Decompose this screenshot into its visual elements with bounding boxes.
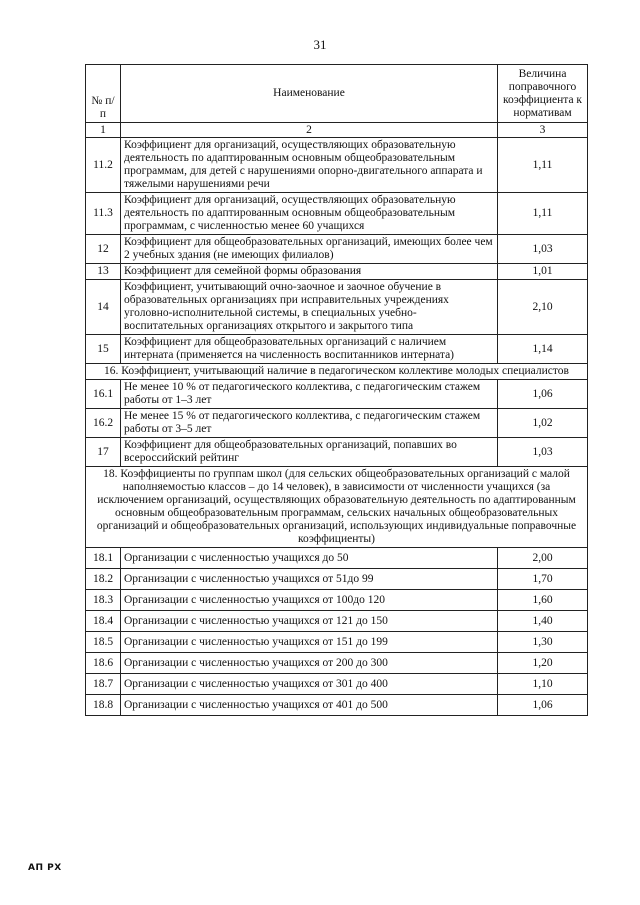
row-number: 15 (86, 335, 121, 364)
row-value: 1,11 (498, 138, 588, 193)
table-row (86, 695, 588, 716)
row-number: 18.5 (86, 632, 121, 653)
table-row (86, 611, 588, 632)
row-name: Не менее 10 % от педагогического коллектива, с педагогическим стажем работы от 1–3 лет (121, 380, 498, 409)
row-number: 12 (86, 235, 121, 264)
footer-mark: АП РХ (28, 863, 62, 873)
row-name: Коэффициент для общеобразовательных организаций, попавших во всероссийский рейтинг (121, 438, 498, 467)
row-value: 1,06 (498, 695, 588, 716)
row-value: 1,02 (498, 409, 588, 438)
table-row (86, 674, 588, 695)
row-number: 18.3 (86, 590, 121, 611)
section-row (86, 467, 588, 548)
table-row (86, 235, 588, 264)
row-number: 18.1 (86, 548, 121, 569)
row-name: Коэффициент для общеобразовательных организаций с наличием интерната (применяется на численность воспитанников интерната) (121, 335, 498, 364)
row-name: Организации с численностью учащихся от 401 до 500 (121, 695, 498, 716)
row-number: 18.2 (86, 569, 121, 590)
row-number: 18.6 (86, 653, 121, 674)
table-row (86, 409, 588, 438)
table-row (86, 548, 588, 569)
row-value: 1,20 (498, 653, 588, 674)
row-number: 18.8 (86, 695, 121, 716)
row-value: 1,70 (498, 569, 588, 590)
table-row (86, 438, 588, 467)
row-number: 18.7 (86, 674, 121, 695)
row-value: 1,03 (498, 235, 588, 264)
row-number: 11.2 (86, 138, 121, 193)
row-name: Организации с численностью учащихся от 301 до 400 (121, 674, 498, 695)
table-row (86, 280, 588, 335)
table-row (86, 380, 588, 409)
row-number: 16.1 (86, 380, 121, 409)
header-num: № п/п (86, 65, 121, 123)
table-row (86, 138, 588, 193)
row-name: Коэффициент для организаций, осуществляющих образовательную деятельность по адаптированным основным общеобразовательным программам, с численностью менее 60 учащихся (121, 193, 498, 235)
coefficients-table (85, 64, 588, 716)
row-value: 1,40 (498, 611, 588, 632)
row-name: Коэффициент для семейной формы образования (121, 264, 498, 280)
section-row (86, 364, 588, 380)
row-value: 2,00 (498, 548, 588, 569)
row-value: 1,03 (498, 438, 588, 467)
table-row (86, 335, 588, 364)
row-name: Организации с численностью учащихся до 50 (121, 548, 498, 569)
row-name: Организации с численностью учащихся от 51до 99 (121, 569, 498, 590)
section-title: 16. Коэффициент, учитывающий наличие в педагогическом коллективе молодых специалистов (86, 364, 588, 380)
row-name: Коэффициент для организаций, осуществляющих образовательную деятельность по адаптированным основным общеобразовательным программам, для детей с нарушениями опорно-двигательного аппарата и тяжелыми нарушениями речи (121, 138, 498, 193)
row-value: 1,06 (498, 380, 588, 409)
row-name: Не менее 15 % от педагогического коллектива, с педагогическим стажем работы от 3–5 лет (121, 409, 498, 438)
row-value: 1,14 (498, 335, 588, 364)
row-number: 13 (86, 264, 121, 280)
row-name: Коэффициент, учитывающий очно-заочное и заочное обучение в образовательных организациях при исправительных учреждениях уголовно-исполнительной системы, в специальных учебно-воспитательных организациях открытого и закрытого типа (121, 280, 498, 335)
table-row (86, 632, 588, 653)
table-row (86, 590, 588, 611)
row-value: 1,30 (498, 632, 588, 653)
row-number: 14 (86, 280, 121, 335)
table-row (86, 653, 588, 674)
column-number: 2 (121, 123, 498, 138)
table-row (86, 569, 588, 590)
row-value: 1,60 (498, 590, 588, 611)
column-number: 3 (498, 123, 588, 138)
row-name: Организации с численностью учащихся от 121 до 150 (121, 611, 498, 632)
page-number: 31 (313, 37, 327, 52)
table-row (86, 264, 588, 280)
row-number: 18.4 (86, 611, 121, 632)
row-name: Организации с численностью учащихся от 200 до 300 (121, 653, 498, 674)
row-number: 16.2 (86, 409, 121, 438)
row-name: Организации с численностью учащихся от 151 до 199 (121, 632, 498, 653)
row-number: 11.3 (86, 193, 121, 235)
row-name: Организации с численностью учащихся от 100до 120 (121, 590, 498, 611)
column-number: 1 (86, 123, 121, 138)
row-name: Коэффициент для общеобразовательных организаций, имеющих более чем 2 учебных здания (не имеющих филиалов) (121, 235, 498, 264)
header-name: Наименование (121, 65, 498, 123)
row-value: 1,01 (498, 264, 588, 280)
column-numbers-row (86, 123, 588, 138)
table-header-row (86, 65, 588, 123)
row-value: 2,10 (498, 280, 588, 335)
section-title: 18. Коэффициенты по группам школ (для сельских общеобразовательных организаций с малой наполняемостью классов – до 14 человек), в зависимости от численности учащихся (за исключением организаций, осуществляющих образовательную деятельность по адаптированным основным общеобразовательным программам, сельских начальных общеобразовательных организаций и общеобразовательных организаций, использующих индивидуальные поправочные коэффициенты) (86, 467, 588, 548)
header-value: Величина поправочного коэффициента к нормативам (498, 65, 588, 123)
table-row (86, 193, 588, 235)
row-number: 17 (86, 438, 121, 467)
row-value: 1,10 (498, 674, 588, 695)
table-body (86, 138, 588, 716)
row-value: 1,11 (498, 193, 588, 235)
